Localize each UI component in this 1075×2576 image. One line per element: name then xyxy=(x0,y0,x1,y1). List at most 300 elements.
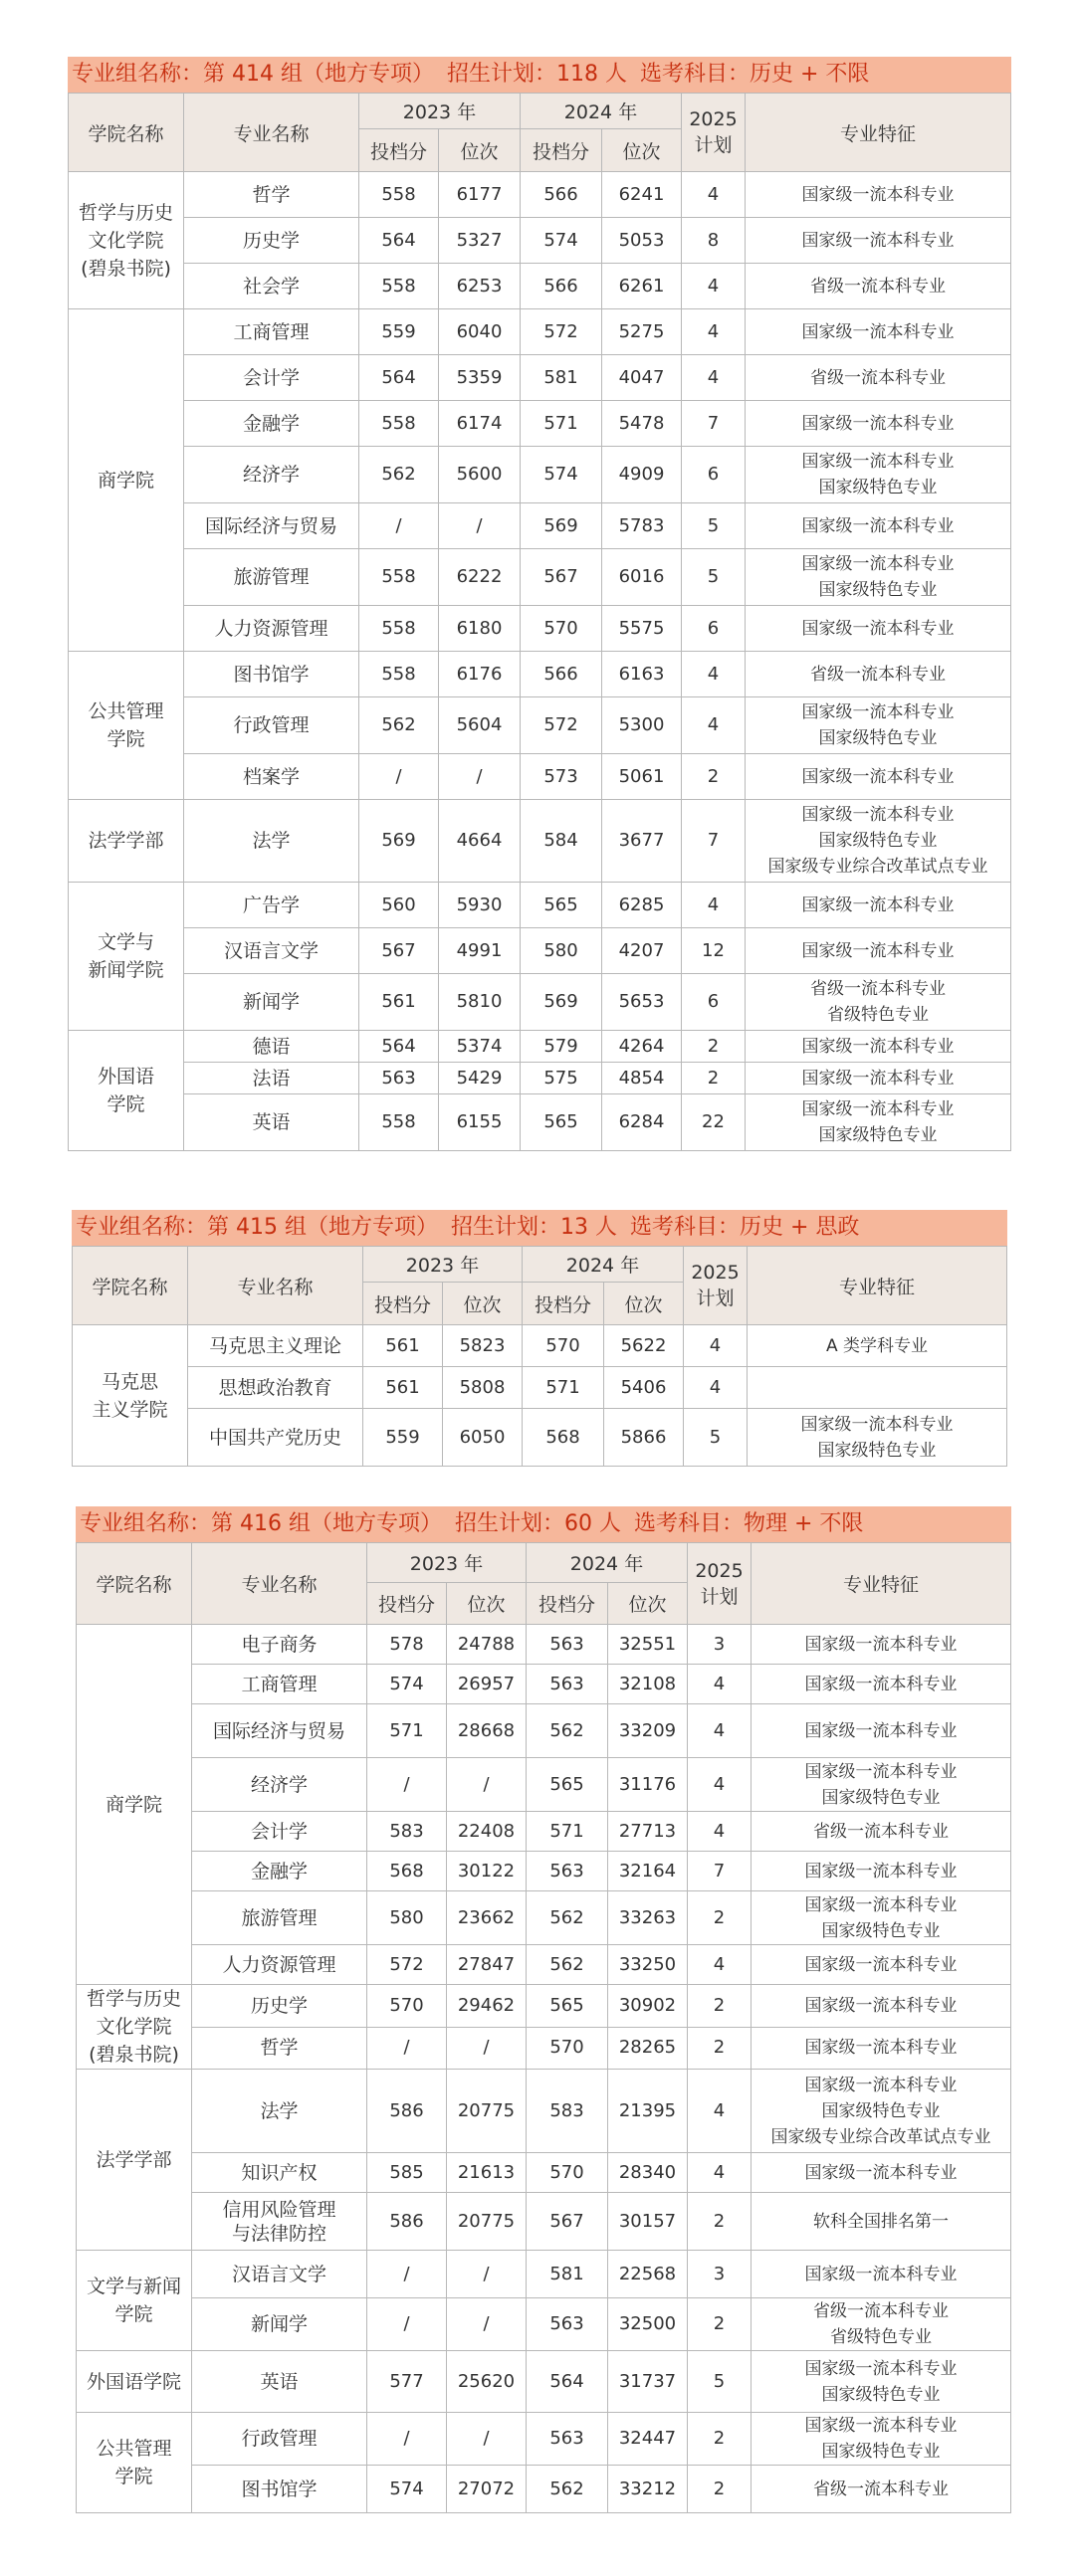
plan-2025: 6 xyxy=(682,447,746,503)
score-2024: 563 xyxy=(527,1625,608,1665)
rank-2023: 6253 xyxy=(439,264,521,309)
group-415 xyxy=(72,1210,1007,1467)
score-2024: 572 xyxy=(521,309,602,355)
major-name: 人力资源管理 xyxy=(184,606,359,652)
major-name: 英语 xyxy=(192,2351,367,2413)
score-2024: 579 xyxy=(521,1031,602,1063)
score-2023: / xyxy=(359,754,439,800)
score-2024: 571 xyxy=(521,401,602,447)
score-2023: / xyxy=(367,2251,447,2298)
rank-2024: 5783 xyxy=(602,503,682,549)
major-name: 经济学 xyxy=(184,447,359,503)
rank-2023: 6155 xyxy=(439,1094,521,1151)
rank-2024: 5653 xyxy=(602,974,682,1031)
table-body xyxy=(69,172,1011,1151)
table-row xyxy=(77,2153,1011,2193)
rank-2024: 4854 xyxy=(602,1063,682,1094)
rank-2023: 25620 xyxy=(447,2351,527,2413)
rank-2024: 6284 xyxy=(602,1094,682,1151)
college-name: 文学与新闻 学院 xyxy=(77,2251,192,2351)
major-feature: 国家级一流本科专业 xyxy=(746,172,1011,218)
major-name: 知识产权 xyxy=(192,2153,367,2193)
rank-2023: 5429 xyxy=(439,1063,521,1094)
rank-2023: / xyxy=(447,1758,527,1812)
rank-2024: 5575 xyxy=(602,606,682,652)
major-feature: 软科全国排名第一 xyxy=(752,2193,1011,2251)
college-name: 文学与 新闻学院 xyxy=(69,883,184,1031)
score-2023: 558 xyxy=(359,606,439,652)
score-2024: 570 xyxy=(523,1325,604,1367)
score-2024: 565 xyxy=(527,1985,608,2028)
header-plan2025: 2025 计划 xyxy=(682,94,746,172)
major-name: 新闻学 xyxy=(184,974,359,1031)
rank-2023: 5810 xyxy=(439,974,521,1031)
score-2024: 573 xyxy=(521,754,602,800)
plan-2025: 5 xyxy=(682,503,746,549)
plan-2025: 12 xyxy=(682,928,746,974)
major-feature: 国家级一流本科专业 xyxy=(746,401,1011,447)
score-2024: 584 xyxy=(521,800,602,883)
major-feature: 国家级一流本科专业 xyxy=(746,754,1011,800)
plan-2025: 2 xyxy=(682,1031,746,1063)
score-2023: 562 xyxy=(359,697,439,754)
plan-2025: 5 xyxy=(684,1409,748,1467)
score-2023: 567 xyxy=(359,928,439,974)
rank-2024: 28265 xyxy=(608,2027,688,2070)
group-title xyxy=(76,1506,1011,1542)
major-feature: 国家级一流本科专业 xyxy=(752,2027,1011,2070)
plan-2025: 5 xyxy=(682,549,746,606)
score-2023: 558 xyxy=(359,549,439,606)
score-2024: 571 xyxy=(523,1367,604,1409)
plan-2025: 4 xyxy=(688,1945,752,1985)
group-plan: 招生计划：60 人 xyxy=(454,1511,621,1536)
table-row xyxy=(69,172,1011,218)
score-2023: 572 xyxy=(367,1945,447,1985)
header-feature: 专业特征 xyxy=(752,1543,1011,1625)
college-name: 公共管理 学院 xyxy=(69,652,184,800)
score-2023: 568 xyxy=(367,1852,447,1891)
score-2023: 585 xyxy=(367,2153,447,2193)
plan-2025: 8 xyxy=(682,218,746,264)
plan-2025: 4 xyxy=(682,264,746,309)
header-rank-2023: 位次 xyxy=(439,129,521,172)
score-2023: 562 xyxy=(359,447,439,503)
score-2023: 560 xyxy=(359,883,439,928)
header-2023: 2023 年 xyxy=(367,1543,527,1583)
rank-2024: 4207 xyxy=(602,928,682,974)
rank-2023: 5808 xyxy=(443,1367,523,1409)
plan-2025: 4 xyxy=(682,309,746,355)
score-2024: 581 xyxy=(527,2251,608,2298)
major-name: 工商管理 xyxy=(192,1665,367,1704)
rank-2023: 6180 xyxy=(439,606,521,652)
table-row xyxy=(69,754,1011,800)
major-feature: 国家级一流本科专业 国家级特色专业 国家级专业综合改革试点专业 xyxy=(746,800,1011,883)
plan-2025: 4 xyxy=(684,1325,748,1367)
major-name: 图书馆学 xyxy=(184,652,359,697)
table-row xyxy=(77,1812,1011,1852)
plan-2025: 3 xyxy=(688,1625,752,1665)
college-name: 商学院 xyxy=(69,309,184,652)
table-row xyxy=(69,309,1011,355)
table-row xyxy=(73,1409,1007,1467)
score-2023: / xyxy=(367,2413,447,2466)
major-feature: 国家级一流本科专业 xyxy=(752,1665,1011,1704)
college-name: 哲学与历史 文化学院 (碧泉书院) xyxy=(69,172,184,309)
score-2023: 561 xyxy=(359,974,439,1031)
plan-2025: 5 xyxy=(688,2351,752,2413)
table-row xyxy=(77,1758,1011,1812)
score-2023: 578 xyxy=(367,1625,447,1665)
rank-2023: 6174 xyxy=(439,401,521,447)
major-name: 哲学 xyxy=(184,172,359,218)
header-major: 专业名称 xyxy=(184,94,359,172)
score-2024: 570 xyxy=(527,2153,608,2193)
rank-2023: / xyxy=(447,2298,527,2351)
major-name: 会计学 xyxy=(192,1812,367,1852)
table-row xyxy=(69,1094,1011,1151)
header-2024: 2024 年 xyxy=(523,1247,684,1283)
group-416 xyxy=(76,1506,1011,2513)
major-feature: 国家级一流本科专业 xyxy=(746,503,1011,549)
rank-2023: 23662 xyxy=(447,1891,527,1945)
table-row xyxy=(77,2413,1011,2466)
score-2024: 574 xyxy=(521,447,602,503)
rank-2023: 26957 xyxy=(447,1665,527,1704)
college-name: 外国语学院 xyxy=(77,2351,192,2413)
plan-2025: 2 xyxy=(682,1063,746,1094)
major-name: 新闻学 xyxy=(192,2298,367,2351)
major-name: 旅游管理 xyxy=(192,1891,367,1945)
major-feature: 国家级一流本科专业 xyxy=(746,883,1011,928)
plan-2025: 4 xyxy=(688,1812,752,1852)
rank-2023: 20775 xyxy=(447,2193,527,2251)
group-414 xyxy=(68,57,1011,1151)
major-name: 国际经济与贸易 xyxy=(192,1704,367,1758)
score-2024: 563 xyxy=(527,1665,608,1704)
table-row xyxy=(77,2298,1011,2351)
group-subjects: 选考科目：物理 + 不限 xyxy=(633,1511,864,1536)
rank-2023: 5374 xyxy=(439,1031,521,1063)
major-name: 会计学 xyxy=(184,355,359,401)
score-2024: 562 xyxy=(527,2466,608,2513)
score-2023: 574 xyxy=(367,1665,447,1704)
table-body xyxy=(77,1625,1011,2513)
college-name: 商学院 xyxy=(77,1625,192,1985)
score-2023: 561 xyxy=(363,1325,443,1367)
table-row xyxy=(77,1852,1011,1891)
plan-2025: 4 xyxy=(684,1367,748,1409)
group-name: 专业组名称：第 415 组（地方专项） xyxy=(76,1215,438,1240)
score-2024: 569 xyxy=(521,503,602,549)
major-name: 经济学 xyxy=(192,1758,367,1812)
rank-2023: 5604 xyxy=(439,697,521,754)
major-name: 图书馆学 xyxy=(192,2466,367,2513)
major-feature: 国家级一流本科专业 xyxy=(752,1945,1011,1985)
score-2023: / xyxy=(359,503,439,549)
rank-2023: 24788 xyxy=(447,1625,527,1665)
rank-2024: 5406 xyxy=(604,1367,684,1409)
table-row xyxy=(69,883,1011,928)
header-score-2023: 投档分 xyxy=(367,1583,447,1625)
rank-2023: 6050 xyxy=(443,1409,523,1467)
major-feature: 国家级一流本科专业 xyxy=(746,218,1011,264)
table-row xyxy=(69,503,1011,549)
score-2024: 569 xyxy=(521,974,602,1031)
header-plan2025: 2025 计划 xyxy=(684,1247,748,1325)
table-row xyxy=(77,1704,1011,1758)
major-name: 广告学 xyxy=(184,883,359,928)
college-name: 公共管理 学院 xyxy=(77,2413,192,2513)
major-name: 历史学 xyxy=(192,1985,367,2028)
major-feature: 国家级一流本科专业 xyxy=(746,1031,1011,1063)
major-name: 思想政治教育 xyxy=(188,1367,363,1409)
plan-2025: 3 xyxy=(688,2251,752,2298)
score-2023: 558 xyxy=(359,264,439,309)
major-feature: 省级一流本科专业 xyxy=(746,355,1011,401)
major-name: 法语 xyxy=(184,1063,359,1094)
major-feature: 国家级一流本科专业 国家级特色专业 xyxy=(752,2413,1011,2466)
table-row xyxy=(69,218,1011,264)
header-rank-2024: 位次 xyxy=(602,129,682,172)
header-college: 学院名称 xyxy=(69,94,184,172)
plan-2025: 2 xyxy=(688,2298,752,2351)
table-body xyxy=(73,1325,1007,1467)
score-2024: 566 xyxy=(521,172,602,218)
plan-2025: 4 xyxy=(688,1704,752,1758)
major-name: 行政管理 xyxy=(192,2413,367,2466)
table-row xyxy=(77,2070,1011,2153)
major-name: 信用风险管理 与法律防控 xyxy=(192,2193,367,2251)
group-subjects: 选考科目：历史 + 不限 xyxy=(639,62,870,87)
major-name: 英语 xyxy=(184,1094,359,1151)
rank-2024: 4264 xyxy=(602,1031,682,1063)
admission-table xyxy=(68,93,1011,1151)
major-feature: 国家级一流本科专业 xyxy=(746,928,1011,974)
rank-2024: 5866 xyxy=(604,1409,684,1467)
admission-table xyxy=(72,1246,1007,1467)
table-row xyxy=(69,652,1011,697)
rank-2023: 21613 xyxy=(447,2153,527,2193)
score-2023: 574 xyxy=(367,2466,447,2513)
score-2024: 572 xyxy=(521,697,602,754)
rank-2023: / xyxy=(439,754,521,800)
header-major: 专业名称 xyxy=(192,1543,367,1625)
major-feature: 国家级一流本科专业 xyxy=(752,1704,1011,1758)
plan-2025: 4 xyxy=(682,172,746,218)
major-name: 旅游管理 xyxy=(184,549,359,606)
header-2023: 2023 年 xyxy=(359,94,521,129)
major-name: 历史学 xyxy=(184,218,359,264)
rank-2024: 32500 xyxy=(608,2298,688,2351)
major-name: 金融学 xyxy=(192,1852,367,1891)
rank-2024: 33250 xyxy=(608,1945,688,1985)
score-2023: 564 xyxy=(359,218,439,264)
score-2023: 563 xyxy=(359,1063,439,1094)
score-2024: 564 xyxy=(527,2351,608,2413)
rank-2023: / xyxy=(447,2027,527,2070)
rank-2024: 33263 xyxy=(608,1891,688,1945)
score-2024: 563 xyxy=(527,2298,608,2351)
plan-2025: 6 xyxy=(682,606,746,652)
header-2024: 2024 年 xyxy=(521,94,682,129)
major-name: 国际经济与贸易 xyxy=(184,503,359,549)
major-name: 金融学 xyxy=(184,401,359,447)
header-college: 学院名称 xyxy=(73,1247,188,1325)
major-name: 法学 xyxy=(192,2070,367,2153)
plan-2025: 4 xyxy=(682,652,746,697)
rank-2023: 27847 xyxy=(447,1945,527,1985)
rank-2023: 28668 xyxy=(447,1704,527,1758)
score-2023: 580 xyxy=(367,1891,447,1945)
score-2023: / xyxy=(367,1758,447,1812)
college-name: 哲学与历史 文化学院 (碧泉书院) xyxy=(77,1985,192,2070)
major-feature: 国家级一流本科专业 xyxy=(752,1625,1011,1665)
rank-2023: 5359 xyxy=(439,355,521,401)
plan-2025: 4 xyxy=(688,2070,752,2153)
plan-2025: 2 xyxy=(688,2413,752,2466)
header-score-2024: 投档分 xyxy=(521,129,602,172)
major-feature: 国家级一流本科专业 国家级特色专业 xyxy=(752,1891,1011,1945)
group-title xyxy=(68,57,1011,93)
major-name: 法学 xyxy=(184,800,359,883)
score-2023: 558 xyxy=(359,401,439,447)
rank-2023: 5930 xyxy=(439,883,521,928)
rank-2023: 6176 xyxy=(439,652,521,697)
header-rank-2024: 位次 xyxy=(604,1283,684,1325)
score-2024: 562 xyxy=(527,1704,608,1758)
score-2024: 566 xyxy=(521,652,602,697)
table-row xyxy=(77,2027,1011,2070)
table-row xyxy=(69,355,1011,401)
rank-2023: 6040 xyxy=(439,309,521,355)
group-plan: 招生计划：118 人 xyxy=(446,62,627,87)
plan-2025: 22 xyxy=(682,1094,746,1151)
score-2023: 559 xyxy=(359,309,439,355)
rank-2024: 6285 xyxy=(602,883,682,928)
rank-2023: 5823 xyxy=(443,1325,523,1367)
plan-2025: 2 xyxy=(688,1985,752,2028)
score-2024: 563 xyxy=(527,2413,608,2466)
rank-2023: 20775 xyxy=(447,2070,527,2153)
major-name: 行政管理 xyxy=(184,697,359,754)
major-name: 中国共产党历史 xyxy=(188,1409,363,1467)
major-name: 哲学 xyxy=(192,2027,367,2070)
major-feature: 国家级一流本科专业 国家级特色专业 国家级专业综合改革试点专业 xyxy=(752,2070,1011,2153)
rank-2024: 32551 xyxy=(608,1625,688,1665)
header-2024: 2024 年 xyxy=(527,1543,688,1583)
header-rank-2023: 位次 xyxy=(447,1583,527,1625)
rank-2024: 5300 xyxy=(602,697,682,754)
rank-2024: 4047 xyxy=(602,355,682,401)
score-2024: 568 xyxy=(523,1409,604,1467)
rank-2024: 21395 xyxy=(608,2070,688,2153)
major-feature: 省级一流本科专业 xyxy=(752,1812,1011,1852)
rank-2023: / xyxy=(447,2251,527,2298)
plan-2025: 2 xyxy=(688,2466,752,2513)
table-row xyxy=(69,974,1011,1031)
plan-2025: 6 xyxy=(682,974,746,1031)
major-feature: 省级一流本科专业 xyxy=(752,2466,1011,2513)
score-2023: 558 xyxy=(359,172,439,218)
rank-2024: 33209 xyxy=(608,1704,688,1758)
score-2024: 565 xyxy=(521,1094,602,1151)
score-2024: 583 xyxy=(527,2070,608,2153)
score-2024: 580 xyxy=(521,928,602,974)
rank-2024: 5622 xyxy=(604,1325,684,1367)
plan-2025: 4 xyxy=(688,1758,752,1812)
score-2024: 562 xyxy=(527,1945,608,1985)
table-row xyxy=(69,401,1011,447)
rank-2023: 6222 xyxy=(439,549,521,606)
score-2023: 559 xyxy=(363,1409,443,1467)
major-name: 社会学 xyxy=(184,264,359,309)
major-feature: 国家级一流本科专业 xyxy=(752,1985,1011,2028)
table-row xyxy=(69,1031,1011,1063)
rank-2024: 33212 xyxy=(608,2466,688,2513)
major-name: 马克思主义理论 xyxy=(188,1325,363,1367)
major-feature: 国家级一流本科专业 国家级特色专业 xyxy=(752,1758,1011,1812)
table-row xyxy=(73,1367,1007,1409)
major-feature xyxy=(748,1367,1007,1409)
group-name: 专业组名称：第 414 组（地方专项） xyxy=(72,62,434,87)
rank-2024: 30902 xyxy=(608,1985,688,2028)
rank-2023: 29462 xyxy=(447,1985,527,2028)
major-feature: 国家级一流本科专业 国家级特色专业 xyxy=(746,447,1011,503)
group-name: 专业组名称：第 416 组（地方专项） xyxy=(80,1511,442,1536)
rank-2024: 5053 xyxy=(602,218,682,264)
major-feature: 国家级一流本科专业 xyxy=(752,2153,1011,2193)
score-2024: 563 xyxy=(527,1852,608,1891)
header-score-2023: 投档分 xyxy=(359,129,439,172)
rank-2024: 31737 xyxy=(608,2351,688,2413)
score-2023: 564 xyxy=(359,355,439,401)
major-feature: 省级一流本科专业 省级特色专业 xyxy=(752,2298,1011,2351)
rank-2024: 31176 xyxy=(608,1758,688,1812)
rank-2024: 27713 xyxy=(608,1812,688,1852)
header-feature: 专业特征 xyxy=(748,1247,1007,1325)
score-2024: 565 xyxy=(527,1758,608,1812)
score-2024: 562 xyxy=(527,1891,608,1945)
score-2023: 561 xyxy=(363,1367,443,1409)
rank-2024: 28340 xyxy=(608,2153,688,2193)
rank-2024: 6016 xyxy=(602,549,682,606)
score-2023: 586 xyxy=(367,2193,447,2251)
score-2024: 570 xyxy=(521,606,602,652)
rank-2024: 5478 xyxy=(602,401,682,447)
header-plan2025: 2025 计划 xyxy=(688,1543,752,1625)
major-feature: 国家级一流本科专业 国家级特色专业 xyxy=(746,697,1011,754)
table-row xyxy=(69,549,1011,606)
rank-2024: 6163 xyxy=(602,652,682,697)
table-row xyxy=(77,2193,1011,2251)
group-title xyxy=(72,1210,1007,1246)
score-2023: 564 xyxy=(359,1031,439,1063)
header-college: 学院名称 xyxy=(77,1543,192,1625)
score-2024: 565 xyxy=(521,883,602,928)
score-2024: 575 xyxy=(521,1063,602,1094)
score-2024: 567 xyxy=(521,549,602,606)
rank-2023: 5600 xyxy=(439,447,521,503)
score-2023: / xyxy=(367,2298,447,2351)
plan-2025: 7 xyxy=(682,800,746,883)
rank-2023: / xyxy=(439,503,521,549)
score-2024: 571 xyxy=(527,1812,608,1852)
major-name: 档案学 xyxy=(184,754,359,800)
table-row xyxy=(69,928,1011,974)
plan-2025: 4 xyxy=(688,2153,752,2193)
